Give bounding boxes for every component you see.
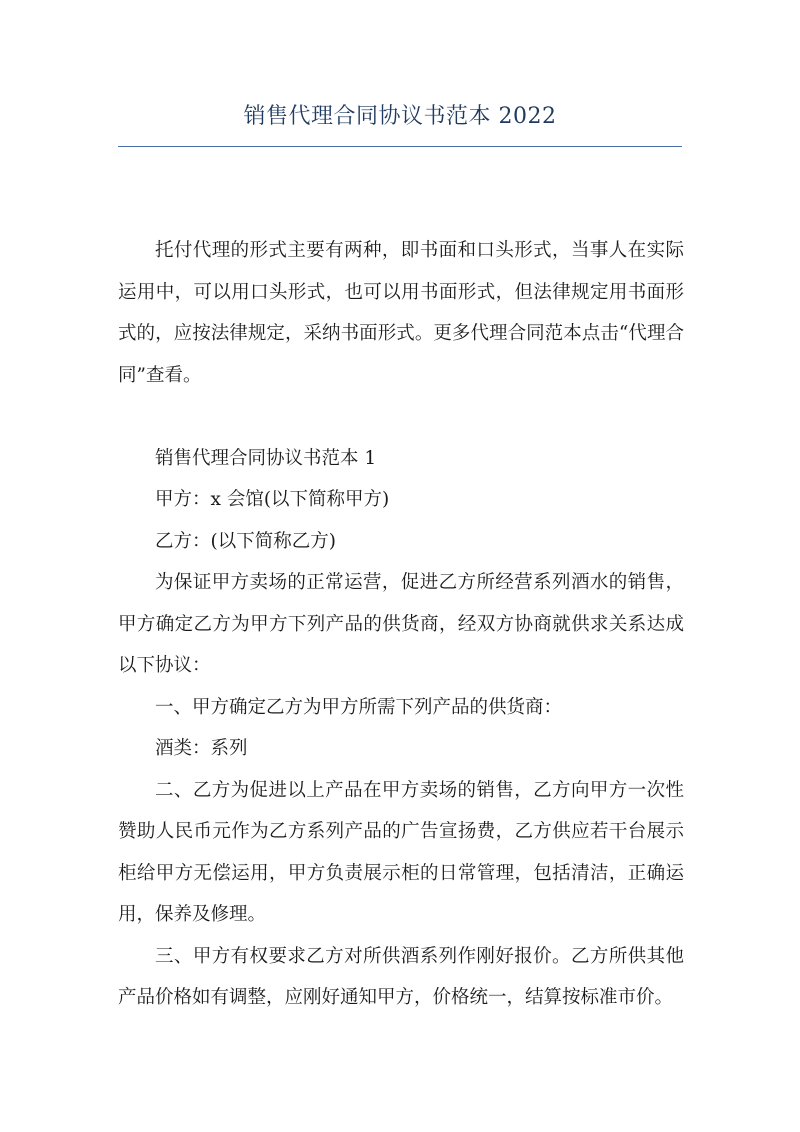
preamble-paragraph: 为保证甲方卖场的正常运营，促进乙方所经营系列酒水的销售，甲方确定乙方为甲方下列产品的供货商，经双方协商就供求关系达成以下协议： xyxy=(118,572,684,676)
section-heading: 销售代理合同协议书范本 1 xyxy=(155,447,377,469)
title-underline xyxy=(118,146,682,147)
party-b-line: 乙方：(以下简称乙方) xyxy=(155,530,336,552)
party-a-line: 甲方：x 会馆(以下简称甲方) xyxy=(155,489,390,510)
clause-1: 一、甲方确定乙方为甲方所需下列产品的供货商： xyxy=(155,696,563,718)
intro-paragraph: 托付代理的形式主要有两种，即书面和口头形式，当事人在实际运用中，可以用口头形式，也可以用书面形式，但法律规定用书面形式的，应按法律规定，采纳书面形式。更多代理合同范本点击“代理合同”查看。 xyxy=(118,240,684,386)
clause-3: 三、甲方有权要求乙方对所供酒系列作刚好报价。乙方所供其他产品价格如有调整，应刚好通知甲方，价格统一，结算按标准市价。 xyxy=(118,945,684,1008)
paragraph-spacer xyxy=(118,396,684,438)
document-body xyxy=(118,230,684,1019)
document-title: 销售代理合同协议书范本 2022 xyxy=(243,104,557,129)
product-category-line: 酒类：系列 xyxy=(155,738,248,759)
clause-2: 二、乙方为促进以上产品在甲方卖场的销售，乙方向甲方一次性赞助人民币元作为乙方系列产品的广告宣扬费，乙方供应若干台展示柜给甲方无偿运用，甲方负责展示柜的日常管理，包括清洁，正确运用，保养及修理。 xyxy=(118,779,684,925)
